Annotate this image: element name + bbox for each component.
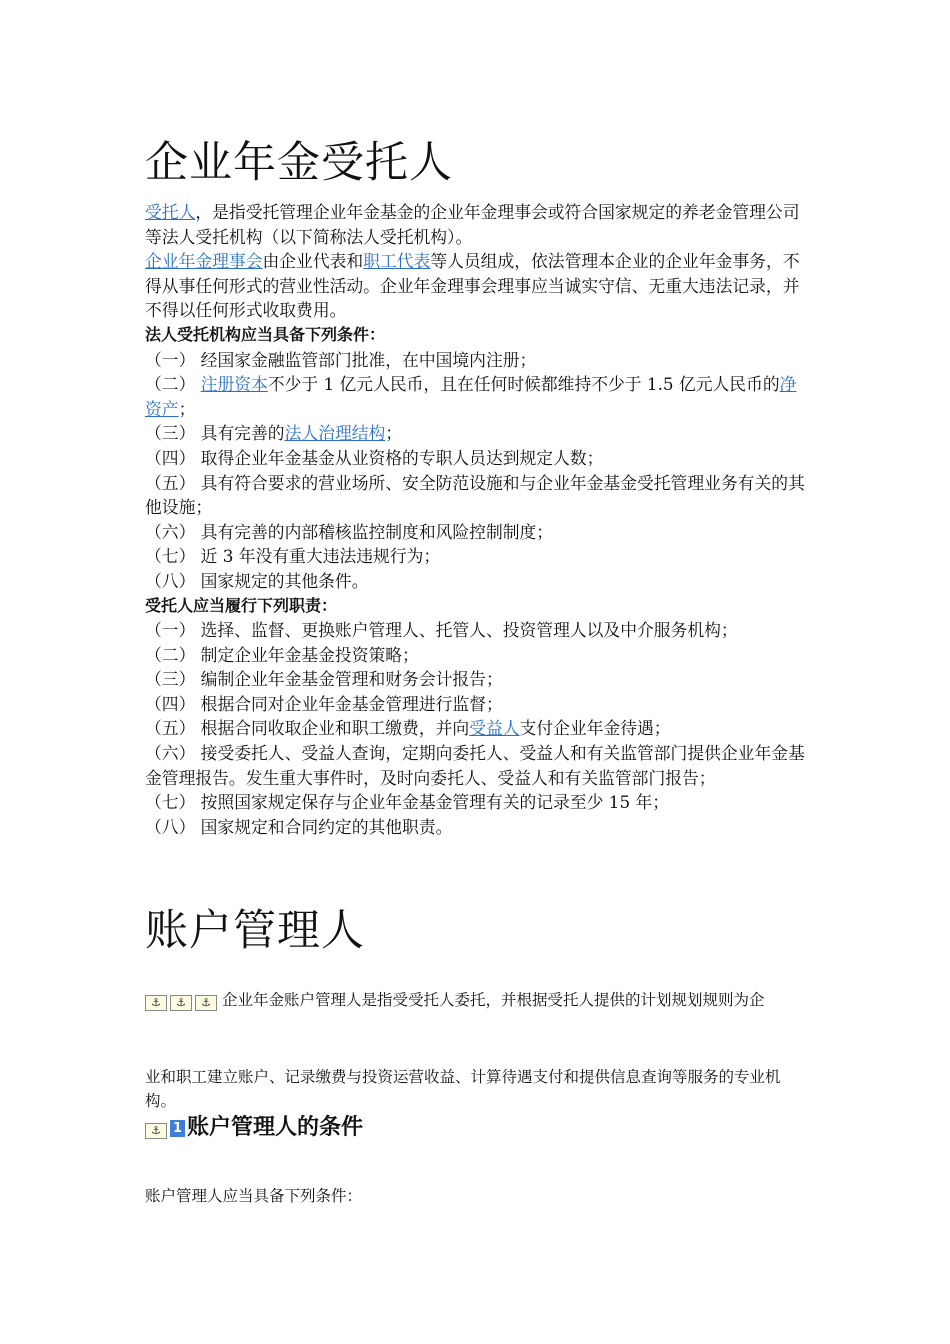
condition-2: （二） 注册资本不少于 1 亿元人民币，且在任何时候都维持不少于 1.5 亿元人民币的净资产； (145, 374, 797, 419)
condition-7: （七） 近 3 年没有重大违法违规行为； (145, 546, 441, 567)
condition-1: （一） 经国家金融监管部门批准，在中国境内注册； (145, 349, 537, 370)
duty-4: （四） 根据合同对企业年金基金管理进行监督； (145, 693, 503, 714)
duties-heading: 受托人应当履行下列职责： (145, 595, 338, 615)
condition-5: （五） 具有符合要求的营业场所、安全防范设施和与企业年金基金受托管理业务有关的其他设施； (145, 472, 805, 518)
conditions-intro: 账户管理人应当具备下列条件： (145, 1187, 363, 1205)
section-number-badge: 1 (170, 1120, 185, 1137)
duty-7: （七） 按照国家规定保存与企业年金基金管理有关的记录至少 15 年； (145, 792, 670, 813)
trustee-definition: 受托人，是指受托管理企业年金基金的企业年金理事会或符合国家规定的养老金管理公司等法人受托机构（以下简称法人受托机构）。 (145, 202, 800, 247)
conditions-heading: 法人受托机构应当具备下列条件： (145, 324, 386, 344)
anchor-icon[interactable]: ⚓ (145, 1123, 167, 1139)
duty-6: （六） 接受委托人、受益人查询，定期向委托人、受益人和有关监管部门提供企业年金基金管理报告。发生重大事件时，及时向委托人、受益人和有关监管部门报告； (145, 743, 805, 788)
section-title-trustee: 企业年金受托人 (145, 138, 453, 188)
subsection-title-conditions: ⚓ 1 账户管理人的条件 (145, 1113, 363, 1143)
anchor-icon[interactable]: ⚓ (170, 995, 192, 1011)
duty-5: （五） 根据合同收取企业和职工缴费，并向受益人支付企业年金待遇； (145, 718, 671, 739)
link-annuity-council[interactable]: 企业年金理事会 (145, 251, 263, 272)
anchor-icon[interactable]: ⚓ (145, 995, 167, 1011)
duty-1: （一） 选择、监督、更换账户管理人、托管人、投资管理人以及中介服务机构； (145, 620, 738, 641)
section-title-account-manager: 账户管理人 (145, 906, 365, 956)
account-manager-intro-line1: ⚓ ⚓ ⚓ 企业年金账户管理人是指受受托人委托，并根据受托人提供的计划规划规则为企 (145, 988, 810, 1013)
link-trustee[interactable]: 受托人 (145, 202, 196, 222)
link-employee-rep[interactable]: 职工代表 (363, 251, 431, 272)
condition-8: （八） 国家规定的其他条件。 (145, 570, 369, 591)
duty-2: （二） 制定企业年金基金投资策略； (145, 644, 419, 665)
link-beneficiary[interactable]: 受益人 (469, 718, 520, 739)
link-net-assets[interactable]: 净资产 (145, 374, 797, 419)
anchor-icon-strip (145, 989, 220, 1013)
link-corporate-governance[interactable]: 法人治理结构 (284, 423, 386, 444)
condition-3: （三） 具有完善的法人治理结构； (145, 423, 403, 444)
duty-8: （八） 国家规定和合同约定的其他职责。 (145, 816, 453, 837)
trustee-section-body (145, 200, 810, 839)
condition-6: （六） 具有完善的内部稽核监控制度和风险控制制度； (145, 521, 554, 542)
condition-4: （四） 取得企业年金基金从业资格的专职人员达到规定人数； (145, 447, 604, 468)
anchor-icon[interactable]: ⚓ (195, 995, 217, 1011)
link-registered-capital[interactable]: 注册资本 (200, 374, 268, 395)
account-manager-intro-line2: 业和职工建立账户、记录缴费与投资运营收益、计算待遇支付和提供信息查询等服务的专业机构。 (145, 1068, 781, 1110)
council-paragraph: 企业年金理事会由企业代表和职工代表等人员组成，依法管理本企业的企业年金事务，不得从事任何形式的营业性活动。企业年金理事会理事应当诚实守信、无重大违法记录，并不得以任何形式收取费用。 (145, 251, 800, 321)
duty-3: （三） 编制企业年金基金管理和财务会计报告； (145, 669, 503, 690)
